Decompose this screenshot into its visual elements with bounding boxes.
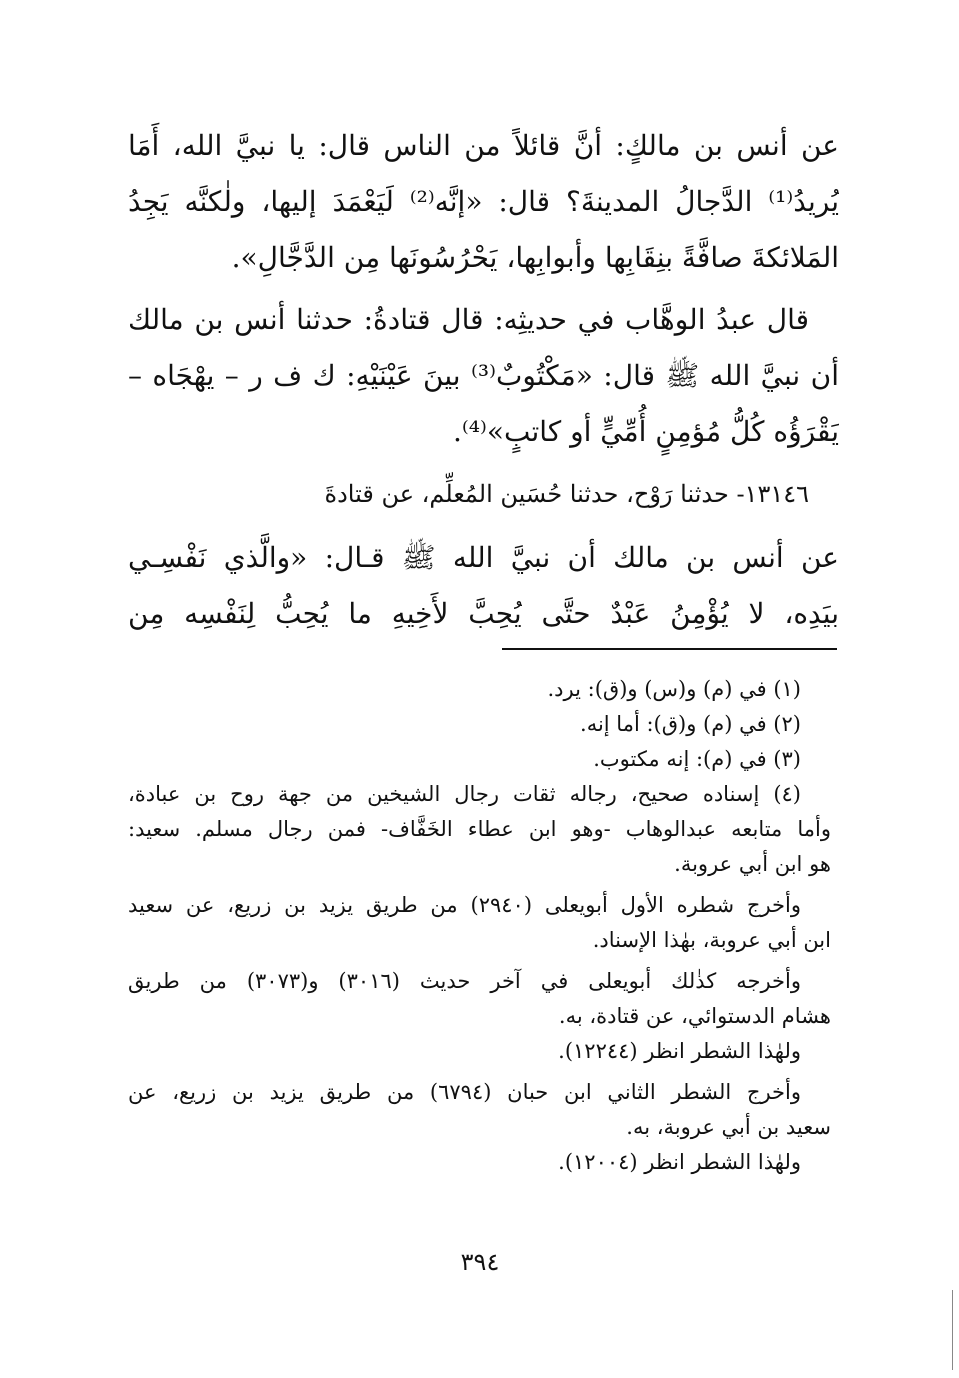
footnote-line: وأخرج الشطر الثاني ابن حبان (٦٧٩٤) من طريق يزيد بن زريع، عن	[128, 1080, 801, 1104]
main-line: أن نبيَّ الله ﷺ قال: «مَكْتُوبٌ⁽³⁾ بينَ عَيْنَيْهِ: ك ف ر – يهْجَاه –	[128, 359, 839, 392]
page-number: ٣٩٤	[460, 1248, 500, 1276]
footnote-line: وأخرج شطره الأول أبويعلى (٢٩٤٠) من طريق يزيد بن زريع، عن سعيد	[128, 893, 801, 917]
main-line: عن أنس بن مالكٍ: أنَّ قائلاً من الناس قال: يا نبيَّ الله، أَمَا	[128, 129, 839, 162]
footnote-line: (٤) إسناده صحيح، رجاله ثقات رجال الشيخين من جهة روح بن عبادة،	[128, 782, 801, 806]
main-line: بيَدِه، لا يُؤْمِنُ عَبْدٌ حتَّى يُحِبَّ لأَخِيهِ ما يُحِبُّ لِنَفْسِه مِن	[128, 597, 839, 630]
footnote-line: وأخرجه كذٰلك أبويعلى في آخر حديث (٣٠١٦) و(٣٠٧٣) من طريق	[128, 969, 802, 993]
footnote-line: (١) في (م) و(س) و(ق): يرد.	[547, 677, 801, 701]
main-text	[128, 118, 839, 642]
footnote-line: هو ابن أبي عروبة.	[674, 852, 831, 876]
footnote-line: سعيد بن أبي عروبة، به.	[626, 1115, 831, 1139]
footnote-line: هشام الدستوائي، عن قتادة، به.	[558, 1004, 831, 1028]
footnote-separator	[502, 648, 837, 650]
footnote-line: ابن أبي عروبة، بهٰذا الإسناد.	[592, 928, 831, 952]
footnote-line: ولهٰذا الشطر انظر (١٢٠٠٤).	[558, 1150, 801, 1174]
main-line: عن أنس بن مالك أن نبيَّ الله ﷺ قـال: «والَّذي نَفْسِـي	[128, 541, 839, 574]
footnote-line: ولهٰذا الشطر انظر (١٢٢٤٤).	[558, 1039, 801, 1063]
footnotes	[128, 672, 831, 1180]
scan-edge-mark	[952, 1290, 953, 1370]
main-line: قال عبدُ الوهَّاب في حديثِه: قال قتادةُ: حدثنا أنس بن مالك	[128, 303, 809, 336]
main-line: يَقْرَؤُه كُلُّ مُؤمِنٍ أُمِّيٍّ أو كاتبٍ»⁽⁴⁾.	[453, 415, 839, 448]
main-line: يُريدُ⁽¹⁾ الدَّجالُ المدينةَ؟ قال: «إنَّه⁽²⁾ لَيَعْمَدَ إليها، ولٰكنَّه يَجِدُ	[128, 185, 839, 218]
footnote-line: (٣) في (م): إنه مكتوب.	[593, 747, 801, 771]
hadith-heading: ١٣١٤٦- حدثنا رَوْح، حدثنا حُسَين المُعلِّم، عن قتادةَ	[324, 480, 809, 508]
main-line: المَلائكةَ صافَّةً بنِقَابِها وأبوابِها، يَحْرُسُونَها مِن الدَّجَّالِ».	[231, 241, 839, 274]
footnote-line: وأما متابعه عبدالوهاب -وهو ابن عطاء الخَفَّاف- فمن رجال مسلم. سعيد:	[128, 817, 831, 841]
footnote-line: (٢) في (م) و(ق): أما إنه.	[580, 712, 801, 736]
